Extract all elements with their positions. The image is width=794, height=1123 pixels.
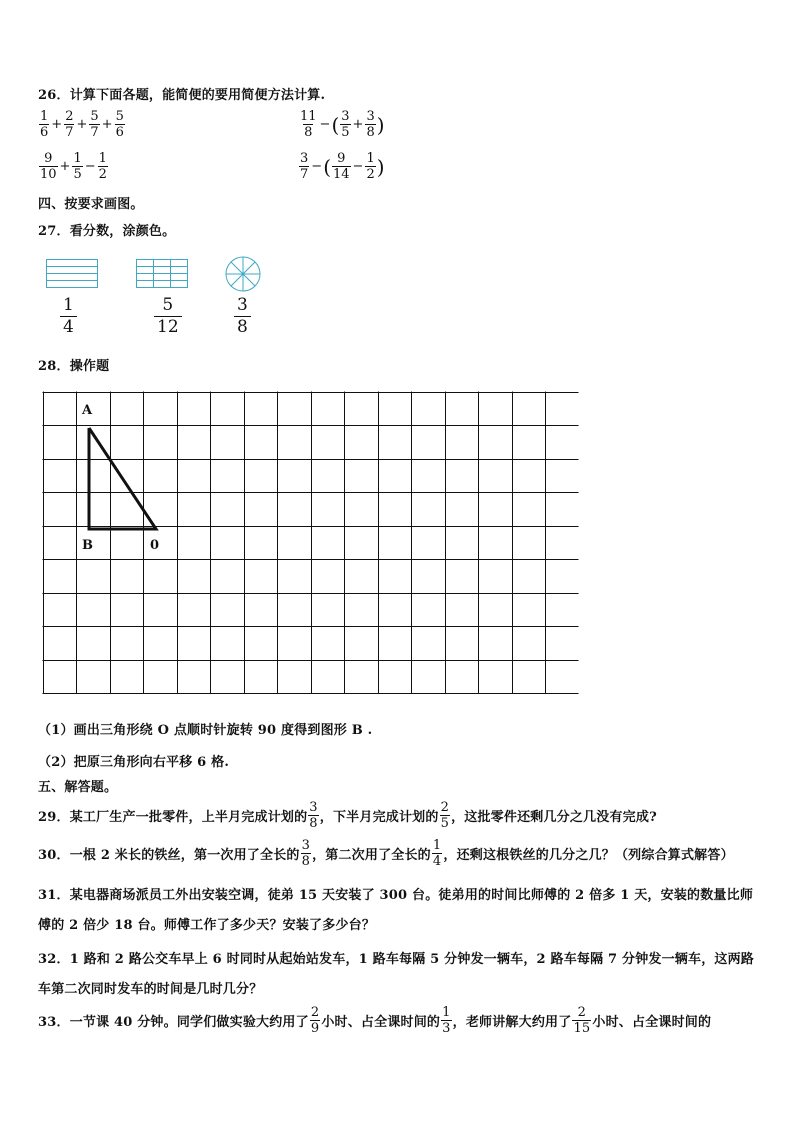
shape-circle-8-sectors: [224, 255, 262, 293]
fraction: $\frac{5}{6}$: [115, 109, 124, 140]
question-30: 30．一根 2 米长的铁丝，第一次用了全长的 $\frac{3}{8}$ ，第二次用了全长的 $\frac{1}{4}$ ，还剩这根铁丝的几分之几？（列综合算式解答）: [38, 838, 734, 869]
fraction: $\frac{1}{5}$: [73, 151, 82, 182]
fraction: $\frac{11}{8}$: [300, 109, 317, 140]
vertex-label-b: B: [82, 538, 93, 553]
fraction: $\frac{2}{7}$: [65, 109, 74, 140]
expression-2: $\frac{11}{8}$ − ( $\frac{3}{5}$ + $\frac{3}{8}$ ): [300, 109, 385, 140]
fraction: $\frac{5}{7}$: [90, 109, 99, 140]
question-28-title: 28．操作题: [38, 359, 110, 374]
fraction: $\frac{1}{2}$: [366, 151, 375, 182]
fraction-label-2: $\frac{5}{12}$: [153, 297, 183, 336]
question-26-title: 26．计算下面各题，能简便的要用简便方法计算.: [38, 88, 326, 103]
section-heading-4: 四、按要求画图。: [38, 197, 144, 212]
question-28-part-1: （1）画出三角形绕 O 点顺时针旋转 90 度得到图形 B .: [38, 723, 373, 738]
shape-rectangle-4-strips: [46, 259, 98, 289]
fraction-label-1: $\frac{1}{4}$: [59, 297, 78, 336]
triangle-abo: [89, 428, 156, 529]
expression-1: $\frac{1}{6}$ + $\frac{2}{7}$ + $\frac{5}{7}$ + $\frac{5}{6}$: [40, 109, 124, 140]
section-heading-5: 五、解答题。: [38, 780, 118, 795]
vertex-label-a: A: [82, 403, 93, 418]
expression-3: $\frac{9}{10}$ + $\frac{1}{5}$ − $\frac{1}{2}$: [40, 151, 107, 182]
fraction: $\frac{3}{5}$: [341, 109, 350, 140]
fraction: $\frac{9}{10}$: [40, 151, 57, 182]
fraction: $\frac{1}{2}$: [98, 151, 107, 182]
question-31-line-2: 傅的 2 倍少 18 台。师傅工作了多少天？安装了多少台？: [38, 918, 376, 933]
square-grid: [42, 391, 579, 699]
fraction: $\frac{3}{8}$: [366, 109, 375, 140]
shape-rectangle-12-cells: [136, 259, 188, 289]
question-31-line-1: 31．某电器商场派员工外出安装空调，徒弟 15 天安装了 300 台。徒弟用的时间比师傅的 2 倍多 1 天，安装的数量比师: [38, 888, 754, 903]
question-28-part-2: （2）把原三角形向右平移 6 格.: [38, 755, 230, 770]
question-29: 29．某工厂生产一批零件，上半月完成计划的 $\frac{3}{8}$ ，下半月完成计划的 $\frac{2}{5}$ ，这批零件还剩几分之几没有完成?: [38, 800, 657, 831]
question-33: 33．一节课 40 分钟。同学们做实验大约用了 $\frac{2}{9}$ 小时、占全课时间的 $\frac{1}{3}$ ，老师讲解大约用了 $\frac{2}{15}$ 小时、占全课时间的: [38, 1005, 712, 1036]
fraction: $\frac{3}{7}$: [300, 151, 309, 182]
vertex-label-o: 0: [150, 538, 160, 553]
fraction-label-3: $\frac{3}{8}$: [233, 297, 252, 336]
question-32-line-2: 车第二次同时发车的时间是几时几分？: [38, 982, 263, 997]
expression-4: $\frac{3}{7}$ − ( $\frac{9}{14}$ − $\frac{1}{2}$ ): [300, 151, 385, 182]
fraction: $\frac{9}{14}$: [333, 151, 350, 182]
fraction: $\frac{1}{6}$: [40, 109, 49, 140]
question-27-title: 27．看分数，涂颜色。: [38, 224, 176, 239]
question-32-line-1: 32．1 路和 2 路公交车早上 6 时同时从起始站发车，1 路车每隔 5 分钟发一辆车，2 路车每隔 7 分钟发一辆车，这两路: [38, 952, 754, 967]
